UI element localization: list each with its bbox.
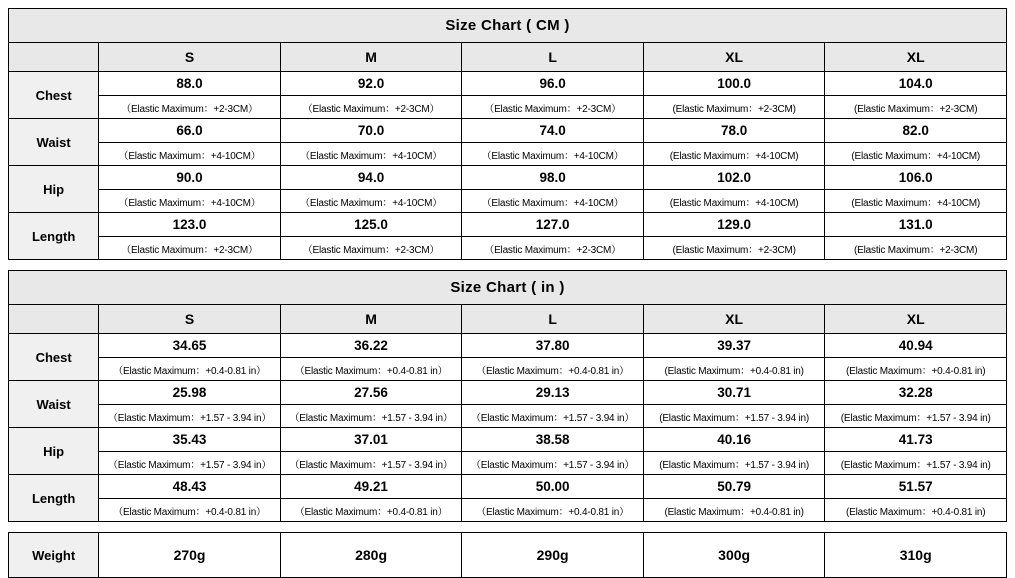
- cm-waist-s-value: 66.0: [99, 119, 281, 143]
- cm-length-xl-note: (Elastic Maximum：+2-3CM): [643, 237, 825, 260]
- in-waist-xxl-value: 32.28: [825, 381, 1007, 405]
- in-chest-xl-note: (Elastic Maximum：+0.4-0.81 in): [643, 358, 825, 381]
- cm-row-label-waist: Waist: [9, 119, 99, 166]
- cm-chart-title-row: [9, 9, 1007, 43]
- cm-waist-xxl-note: (Elastic Maximum：+4-10CM): [825, 143, 1007, 166]
- cm-waist-xl-value: 78.0: [643, 119, 825, 143]
- weight-l-value: 290g: [462, 533, 644, 578]
- cm-length-l-value: 127.0: [462, 213, 644, 237]
- in-waist-m-note: （Elastic Maximum：+1.57 - 3.94 in）: [280, 405, 462, 428]
- cm-length-m-note: （Elastic Maximum：+2-3CM）: [280, 237, 462, 260]
- in-waist-l-value: 29.13: [462, 381, 644, 405]
- cm-chest-xl-value: 100.0: [643, 72, 825, 96]
- in-hip-m-note: （Elastic Maximum：+1.57 - 3.94 in）: [280, 452, 462, 475]
- in-length-xxl-note: (Elastic Maximum：+0.4-0.81 in): [825, 499, 1007, 522]
- weight-table: [8, 532, 1007, 578]
- in-length-m-note: （Elastic Maximum：+0.4-0.81 in）: [280, 499, 462, 522]
- cm-waist-l-value: 74.0: [462, 119, 644, 143]
- in-length-xl-note: (Elastic Maximum：+0.4-0.81 in): [643, 499, 825, 522]
- in-chest-xxl-note: (Elastic Maximum：+0.4-0.81 in): [825, 358, 1007, 381]
- in-size-header-xl: XL: [643, 305, 825, 334]
- cm-waist-m-note: （Elastic Maximum：+4-10CM）: [280, 143, 462, 166]
- table-row: [9, 119, 1007, 143]
- table-row: [9, 190, 1007, 213]
- cm-length-xxl-note: (Elastic Maximum：+2-3CM): [825, 237, 1007, 260]
- in-chart-title: Size Chart ( in ): [9, 271, 1007, 305]
- in-hip-l-note: （Elastic Maximum：+1.57 - 3.94 in）: [462, 452, 644, 475]
- weight-xl-value: 300g: [643, 533, 825, 578]
- cm-chest-s-value: 88.0: [99, 72, 281, 96]
- cm-length-xl-value: 129.0: [643, 213, 825, 237]
- weight-row-label: Weight: [9, 533, 99, 578]
- cm-hip-s-note: （Elastic Maximum：+4-10CM）: [99, 190, 281, 213]
- cm-chest-xxl-value: 104.0: [825, 72, 1007, 96]
- cm-hip-m-value: 94.0: [280, 166, 462, 190]
- cm-chest-xl-note: (Elastic Maximum：+2-3CM): [643, 96, 825, 119]
- cm-chest-l-value: 96.0: [462, 72, 644, 96]
- cm-length-s-note: （Elastic Maximum：+2-3CM）: [99, 237, 281, 260]
- table-row: [9, 72, 1007, 96]
- cm-hip-xl-note: (Elastic Maximum：+4-10CM): [643, 190, 825, 213]
- in-length-xl-value: 50.79: [643, 475, 825, 499]
- in-size-header-s: S: [99, 305, 281, 334]
- in-chest-xl-value: 39.37: [643, 334, 825, 358]
- table-row: [9, 237, 1007, 260]
- cm-waist-xxl-value: 82.0: [825, 119, 1007, 143]
- in-chest-xxl-value: 40.94: [825, 334, 1007, 358]
- in-chest-m-value: 36.22: [280, 334, 462, 358]
- table-row: [9, 381, 1007, 405]
- cm-header-blank: [9, 43, 99, 72]
- in-hip-xxl-value: 41.73: [825, 428, 1007, 452]
- in-hip-s-note: （Elastic Maximum：+1.57 - 3.94 in）: [99, 452, 281, 475]
- cm-hip-l-note: （Elastic Maximum：+4-10CM）: [462, 190, 644, 213]
- in-hip-xl-note: (Elastic Maximum：+1.57 - 3.94 in): [643, 452, 825, 475]
- weight-m-value: 280g: [280, 533, 462, 578]
- table-row: [9, 499, 1007, 522]
- in-chest-s-value: 34.65: [99, 334, 281, 358]
- in-header-blank: [9, 305, 99, 334]
- cm-row-label-chest: Chest: [9, 72, 99, 119]
- cm-chest-s-note: （Elastic Maximum：+2-3CM）: [99, 96, 281, 119]
- cm-row-label-hip: Hip: [9, 166, 99, 213]
- cm-waist-l-note: （Elastic Maximum：+4-10CM）: [462, 143, 644, 166]
- in-size-header-l: L: [462, 305, 644, 334]
- cm-waist-s-note: （Elastic Maximum：+4-10CM）: [99, 143, 281, 166]
- in-length-l-note: （Elastic Maximum：+0.4-0.81 in）: [462, 499, 644, 522]
- table-row: [9, 533, 1007, 578]
- cm-chest-xxl-note: (Elastic Maximum：+2-3CM): [825, 96, 1007, 119]
- cm-chest-l-note: （Elastic Maximum：+2-3CM）: [462, 96, 644, 119]
- cm-length-m-value: 125.0: [280, 213, 462, 237]
- in-row-label-chest: Chest: [9, 334, 99, 381]
- in-size-header-xxl: XL: [825, 305, 1007, 334]
- table-row: [9, 96, 1007, 119]
- in-length-s-value: 48.43: [99, 475, 281, 499]
- in-waist-l-note: （Elastic Maximum：+1.57 - 3.94 in）: [462, 405, 644, 428]
- in-row-label-hip: Hip: [9, 428, 99, 475]
- in-waist-xl-note: (Elastic Maximum：+1.57 - 3.94 in): [643, 405, 825, 428]
- in-waist-m-value: 27.56: [280, 381, 462, 405]
- in-length-l-value: 50.00: [462, 475, 644, 499]
- in-hip-m-value: 37.01: [280, 428, 462, 452]
- chart-spacer-1: [8, 260, 1007, 270]
- cm-hip-l-value: 98.0: [462, 166, 644, 190]
- in-waist-s-note: （Elastic Maximum：+1.57 - 3.94 in）: [99, 405, 281, 428]
- in-chart-title-row: [9, 271, 1007, 305]
- in-row-label-waist: Waist: [9, 381, 99, 428]
- size-chart-in-table: [8, 270, 1007, 522]
- cm-waist-xl-note: (Elastic Maximum：+4-10CM): [643, 143, 825, 166]
- cm-row-label-length: Length: [9, 213, 99, 260]
- table-row: [9, 358, 1007, 381]
- cm-size-header-l: L: [462, 43, 644, 72]
- weight-s-value: 270g: [99, 533, 281, 578]
- chart-spacer-2: [8, 522, 1007, 532]
- table-row: [9, 405, 1007, 428]
- cm-size-header-s: S: [99, 43, 281, 72]
- in-hip-l-value: 38.58: [462, 428, 644, 452]
- cm-length-s-value: 123.0: [99, 213, 281, 237]
- cm-chest-m-note: （Elastic Maximum：+2-3CM）: [280, 96, 462, 119]
- in-length-m-value: 49.21: [280, 475, 462, 499]
- cm-hip-s-value: 90.0: [99, 166, 281, 190]
- table-row: [9, 334, 1007, 358]
- cm-length-l-note: （Elastic Maximum：+2-3CM）: [462, 237, 644, 260]
- table-row: [9, 143, 1007, 166]
- in-row-label-length: Length: [9, 475, 99, 522]
- cm-hip-xxl-note: (Elastic Maximum：+4-10CM): [825, 190, 1007, 213]
- cm-chest-m-value: 92.0: [280, 72, 462, 96]
- table-row: [9, 452, 1007, 475]
- table-row: [9, 166, 1007, 190]
- cm-length-xxl-value: 131.0: [825, 213, 1007, 237]
- cm-hip-m-note: （Elastic Maximum：+4-10CM）: [280, 190, 462, 213]
- in-hip-xl-value: 40.16: [643, 428, 825, 452]
- in-waist-s-value: 25.98: [99, 381, 281, 405]
- in-length-s-note: （Elastic Maximum：+0.4-0.81 in）: [99, 499, 281, 522]
- table-row: [9, 213, 1007, 237]
- in-hip-s-value: 35.43: [99, 428, 281, 452]
- table-row: [9, 428, 1007, 452]
- in-chest-s-note: （Elastic Maximum：+0.4-0.81 in）: [99, 358, 281, 381]
- in-hip-xxl-note: (Elastic Maximum：+1.57 - 3.94 in): [825, 452, 1007, 475]
- cm-size-header-xl: XL: [643, 43, 825, 72]
- cm-size-header-xxl: XL: [825, 43, 1007, 72]
- in-chest-l-value: 37.80: [462, 334, 644, 358]
- in-size-header-m: M: [280, 305, 462, 334]
- in-chart-header-row: [9, 305, 1007, 334]
- size-chart-cm-table: [8, 8, 1007, 260]
- cm-chart-header-row: [9, 43, 1007, 72]
- in-length-xxl-value: 51.57: [825, 475, 1007, 499]
- cm-hip-xxl-value: 106.0: [825, 166, 1007, 190]
- cm-chart-title: Size Chart ( CM ): [9, 9, 1007, 43]
- in-chest-m-note: （Elastic Maximum：+0.4-0.81 in）: [280, 358, 462, 381]
- in-chest-l-note: （Elastic Maximum：+0.4-0.81 in）: [462, 358, 644, 381]
- table-row: [9, 475, 1007, 499]
- cm-hip-xl-value: 102.0: [643, 166, 825, 190]
- cm-size-header-m: M: [280, 43, 462, 72]
- in-waist-xxl-note: (Elastic Maximum：+1.57 - 3.94 in): [825, 405, 1007, 428]
- weight-xxl-value: 310g: [825, 533, 1007, 578]
- cm-waist-m-value: 70.0: [280, 119, 462, 143]
- in-waist-xl-value: 30.71: [643, 381, 825, 405]
